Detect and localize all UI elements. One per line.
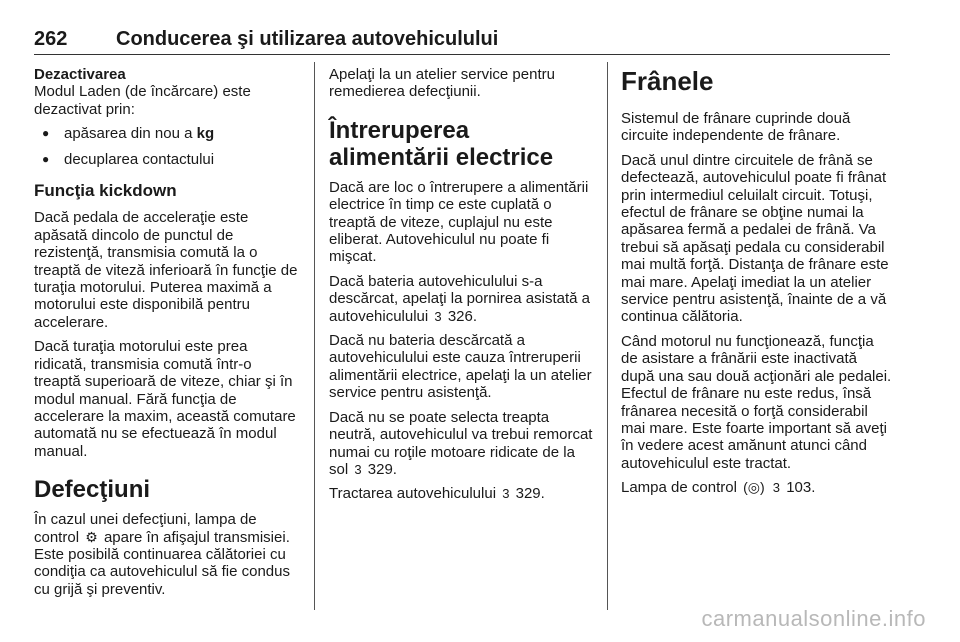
- kickdown-paragraph-1: Dacă pedala de acceleraţie este apăsată dincolo de punctul de rezistenţă, transmisia comută la o treaptă de viteză inferioară în funcţie de turaţia motorului. Puterea maximă a motorului este disponibilă pentru accelerare.: [34, 209, 298, 331]
- towing-paragraph: Tractarea autovehiculului 3 329.: [329, 485, 545, 503]
- watermark: carmanualsonline.info: [701, 606, 926, 631]
- column-divider: [607, 62, 608, 610]
- page-ref-link[interactable]: 326.: [447, 307, 478, 325]
- gear-fault-icon: ⚙: [85, 528, 98, 545]
- column-right: [621, 66, 892, 504]
- page-ref-link[interactable]: 329.: [515, 485, 545, 503]
- power-paragraph-4: Dacă nu se poate selecta treapta neutră, autovehiculul va trebui remorcat numai cu roţile motoare ridicate de la sol 3 329.: [329, 408, 593, 478]
- page-ref-link[interactable]: 103.: [786, 479, 816, 497]
- kickdown-heading: Funcţia kickdown: [34, 181, 177, 201]
- page-ref-link[interactable]: 329.: [367, 460, 397, 478]
- brakes-heading: Frânele: [621, 66, 714, 96]
- brakes-paragraph-2: Dacă unul dintre circuitele de frână se defectează, autovehiculul poate fi frânat prin intermediul celuilalt circuit. Totuşi, efectul de frânare se obţine numai la apăsarea fermă a pedalei de frână. Va trebui să apăsaţi pedala cu considerabil mai multă forţă. Distanţa de frânare este mai mare. Apelaţi imediat la un atelier service pentru asistenţă, înainte de a vă continua călătoria.: [621, 151, 889, 326]
- page-number: 262: [34, 28, 68, 50]
- page-ref-icon: 3: [434, 308, 442, 324]
- chapter-title: Conducerea şi utilizarea autovehiculului: [116, 28, 499, 50]
- faults-heading: Defecţiuni: [34, 476, 151, 504]
- brakes-paragraph-4: Lampa de control (◎) 3 103.: [621, 479, 816, 497]
- page-ref-icon: 3: [354, 461, 362, 477]
- power-interruption-heading: Întreruperea alimentării electrice: [329, 116, 554, 171]
- kg-button-label: kg: [196, 125, 215, 143]
- deactivate-list: [34, 125, 302, 168]
- brakes-paragraph-3: Când motorul nu funcţionează, funcţia de asistare a frânării este inactivată după una sau două acţionări ale pedalei. Efectul de frânare nu este redus, însă frânarea necesită o forţă considerabil mai mare. Este foarte important să aveţi în vedere acest amănunt atunci când autovehiculul este tractat.: [621, 332, 892, 472]
- column-divider: [314, 62, 315, 610]
- power-paragraph-2: Dacă bateria autovehiculului s-a descărcat, apelaţi la pornirea asistată a autovehiculului 3 326.: [329, 272, 590, 325]
- column-middle: [329, 66, 594, 510]
- list-item: ● decuplarea contactului: [34, 151, 302, 168]
- power-paragraph-3: Dacă nu bateria descărcată a autovehiculului este cauza întreruperii alimentării electrice, apelaţi la un atelier service pentru asistenţă.: [329, 332, 592, 402]
- deactivate-text: Modul Laden (de încărcare) este dezactivat prin:: [34, 83, 251, 118]
- faults-paragraph: În cazul unei defecţiuni, lampa de control ⚙ apare în afişajul transmisiei. Este posibilă continuarea călătoriei cu condiţia ca autovehiculul să fie condus cu grijă şi preventiv.: [34, 511, 290, 598]
- deactivate-heading: Dezactivarea: [34, 66, 126, 83]
- page-ref-icon: 3: [502, 486, 510, 502]
- kickdown-paragraph-2: Dacă turaţia motorului este prea ridicată, transmisia comută într-o treaptă superioară de viteze, chiar şi în modul manual. Fără funcţia de accelerare la maxim, această comutare automată nu se efectuează în modul manual.: [34, 338, 296, 460]
- column-left: [34, 66, 302, 605]
- repair-paragraph: Apelaţi la un atelier service pentru remedierea defecţiunii.: [329, 66, 555, 101]
- list-item: ● apăsarea din nou a kg: [34, 125, 302, 142]
- brake-lamp-icon: (◎): [743, 479, 765, 496]
- page-ref-icon: 3: [772, 480, 781, 496]
- power-paragraph-1: Dacă are loc o întrerupere a alimentării electrice în timp ce este cuplată o treaptă de viteze, cuplajul nu este eliberat. Autovehiculul nu poate fi mişcat.: [329, 178, 589, 266]
- brakes-paragraph-1: Sistemul de frânare cuprinde două circuite independente de frânare.: [621, 110, 851, 145]
- page-header: [34, 28, 890, 55]
